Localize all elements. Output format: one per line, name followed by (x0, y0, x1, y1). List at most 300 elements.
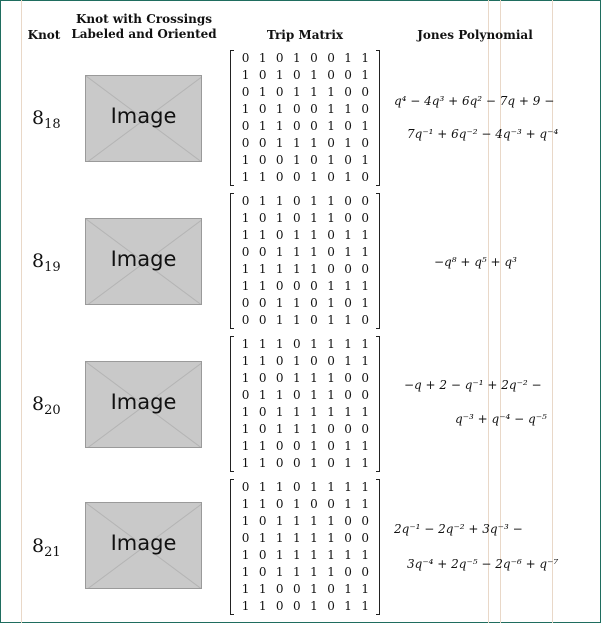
matrix-cell: 1 (241, 228, 250, 242)
matrix-row (230, 278, 380, 295)
matrix-row (230, 169, 380, 186)
matrix-cell: 1 (241, 514, 250, 528)
matrix-row (230, 387, 380, 404)
matrix-cell: 1 (361, 439, 370, 453)
matrix-cell: 1 (275, 337, 284, 351)
matrix-cell: 1 (293, 245, 301, 259)
matrix-cell: 1 (293, 531, 301, 545)
right-bracket (376, 193, 380, 329)
matrix-cell: 0 (258, 422, 267, 436)
matrix-cell: 1 (293, 153, 301, 167)
matrix-cell: 0 (275, 279, 284, 293)
matrix-cell: 0 (275, 170, 284, 184)
matrix-cell: 1 (293, 497, 301, 511)
matrix-cell: 0 (327, 439, 335, 453)
matrix-row (230, 101, 380, 118)
matrix-row (230, 135, 380, 152)
matrix-cell: 0 (293, 337, 301, 351)
matrix-cell: 1 (361, 582, 370, 596)
matrix-cell: 1 (327, 313, 335, 327)
matrix-cell: 0 (344, 371, 352, 385)
matrix-cell: 1 (310, 456, 318, 470)
matrix-cell: 1 (293, 405, 301, 419)
matrix-cell: 1 (310, 548, 318, 562)
matrix-cell: 0 (293, 456, 301, 470)
matrix-cell: 1 (344, 102, 352, 116)
matrix-cell: 1 (344, 279, 352, 293)
knot-name: $8_{18}$ (32, 107, 61, 132)
matrix-cell: 0 (258, 514, 267, 528)
matrix-cell: 1 (310, 170, 318, 184)
matrix-cell: 1 (293, 565, 301, 579)
matrix-cell: 0 (310, 51, 318, 65)
matrix-cell: 1 (241, 565, 250, 579)
knot-name: $8_{20}$ (32, 393, 61, 418)
matrix-cell: 1 (293, 85, 301, 99)
knot-name: $8_{19}$ (32, 250, 61, 275)
matrix-cell: 0 (275, 599, 284, 613)
matrix-cell: 1 (275, 68, 284, 82)
matrix-cell: 0 (327, 456, 335, 470)
matrix-cell: 0 (327, 170, 335, 184)
matrix-cell: 0 (293, 279, 301, 293)
matrix-cell: 0 (275, 497, 284, 511)
matrix-cell: 0 (361, 136, 370, 150)
matrix-cell: 1 (275, 405, 284, 419)
matrix-cell: 1 (327, 405, 335, 419)
matrix-cell: 0 (361, 388, 370, 402)
matrix-cell: 1 (241, 582, 250, 596)
matrix-cell: 1 (344, 228, 352, 242)
matrix-cell: 1 (258, 388, 267, 402)
matrix-cell: 1 (241, 279, 250, 293)
matrix-row (230, 210, 380, 227)
matrix-cell: 1 (275, 211, 284, 225)
matrix-cell: 0 (344, 119, 352, 133)
matrix-cell: 1 (275, 296, 284, 310)
matrix-cell: 0 (241, 388, 250, 402)
placeholder-label: Image (110, 104, 177, 128)
matrix-cell: 0 (241, 51, 250, 65)
matrix-cell: 1 (310, 228, 318, 242)
matrix-cell: 0 (241, 245, 250, 259)
matrix-cell: 0 (293, 102, 301, 116)
matrix-cell: 1 (258, 85, 267, 99)
matrix-cell: 0 (361, 565, 370, 579)
left-bracket (230, 479, 234, 615)
matrix-cell: 1 (310, 194, 318, 208)
matrix-row (230, 244, 380, 261)
matrix-cell: 0 (344, 422, 352, 436)
matrix-cell: 1 (258, 599, 267, 613)
matrix-cell: 0 (293, 582, 301, 596)
matrix-cell: 1 (361, 119, 370, 133)
matrix-row (230, 547, 380, 564)
matrix-cell: 1 (258, 170, 267, 184)
matrix-cell: 1 (310, 388, 318, 402)
matrix-cell: 1 (327, 531, 335, 545)
matrix-cell: 1 (327, 514, 335, 528)
matrix-cell: 0 (344, 194, 352, 208)
matrix-row (230, 581, 380, 598)
matrix-cell: 1 (293, 262, 301, 276)
matrix-cell: 1 (241, 371, 250, 385)
matrix-cell: 0 (327, 422, 335, 436)
matrix-cell: 0 (241, 480, 250, 494)
matrix-cell: 0 (310, 313, 318, 327)
matrix-cell: 1 (258, 354, 267, 368)
matrix-cell: 1 (241, 170, 250, 184)
matrix-row (230, 261, 380, 278)
matrix-cell: 0 (327, 68, 335, 82)
matrix-cell: 0 (361, 262, 370, 276)
matrix-cell: 0 (241, 119, 250, 133)
matrix-cell: 0 (258, 68, 267, 82)
matrix-cell: 0 (275, 582, 284, 596)
matrix-cell: 1 (361, 548, 370, 562)
matrix-cell: 1 (327, 119, 335, 133)
matrix-cell: 0 (310, 497, 318, 511)
matrix-cell: 1 (344, 170, 352, 184)
matrix-cell: 0 (344, 262, 352, 276)
matrix-row (230, 438, 380, 455)
matrix-cell: 1 (275, 262, 284, 276)
matrix-cell: 0 (344, 296, 352, 310)
matrix-cell: 1 (241, 153, 250, 167)
matrix-cell: 1 (241, 456, 250, 470)
matrix-cell: 1 (344, 245, 352, 259)
matrix-cell: 0 (361, 531, 370, 545)
matrix-cell: 1 (310, 405, 318, 419)
matrix-row (230, 598, 380, 615)
matrix-cell: 0 (344, 514, 352, 528)
matrix-cell: 1 (275, 313, 284, 327)
right-bracket (376, 479, 380, 615)
matrix-row (230, 353, 380, 370)
matrix-cell: 0 (258, 405, 267, 419)
matrix-cell: 0 (344, 531, 352, 545)
matrix-cell: 0 (327, 51, 335, 65)
matrix-cell: 1 (310, 337, 318, 351)
matrix-row (230, 84, 380, 101)
matrix-cell: 1 (275, 119, 284, 133)
matrix-cell: 0 (361, 211, 370, 225)
matrix-cell: 1 (293, 136, 301, 150)
matrix-cell: 1 (327, 480, 335, 494)
matrix-cell: 1 (310, 68, 318, 82)
matrix-cell: 1 (361, 337, 370, 351)
matrix-cell: 1 (258, 582, 267, 596)
matrix-cell: 1 (327, 371, 335, 385)
placeholder-label: Image (110, 531, 177, 555)
matrix-cell: 1 (241, 422, 250, 436)
matrix-cell: 0 (293, 194, 301, 208)
header-crossings-line1: Knot with Crossings (75, 12, 213, 26)
matrix-cell: 0 (293, 119, 301, 133)
matrix-row (230, 312, 380, 329)
matrix-cell: 0 (258, 245, 267, 259)
matrix-cell: 1 (241, 354, 250, 368)
matrix-cell: 0 (241, 136, 250, 150)
matrix-cell: 0 (241, 313, 250, 327)
matrix-cell: 0 (275, 153, 284, 167)
matrix-cell: 0 (344, 153, 352, 167)
matrix-cell: 1 (361, 497, 370, 511)
matrix-cell: 1 (275, 245, 284, 259)
jones-polynomial-line1: 2q⁻¹ − 2q⁻² + 3q⁻³ − (394, 522, 523, 536)
matrix-cell: 1 (241, 497, 250, 511)
matrix-cell: 0 (275, 439, 284, 453)
matrix-cell: 1 (258, 228, 267, 242)
matrix-cell: 1 (361, 279, 370, 293)
matrix-cell: 1 (293, 296, 301, 310)
matrix-cell: 1 (258, 119, 267, 133)
matrix-cell: 1 (310, 262, 318, 276)
matrix-cell: 1 (361, 480, 370, 494)
matrix-row (230, 50, 380, 67)
matrix-row (230, 118, 380, 135)
matrix-cell: 1 (275, 388, 284, 402)
column-rule (21, 0, 22, 623)
matrix-cell: 1 (327, 85, 335, 99)
matrix-cell: 0 (327, 497, 335, 511)
matrix-cell: 1 (344, 548, 352, 562)
matrix-cell: 0 (310, 153, 318, 167)
matrix-row (230, 67, 380, 84)
matrix-cell: 1 (344, 136, 352, 150)
matrix-cell: 0 (344, 388, 352, 402)
matrix-cell: 0 (258, 313, 267, 327)
header-crossings-line2: Labeled and Oriented (71, 27, 217, 41)
matrix-cell: 0 (275, 51, 284, 65)
matrix-cell: 0 (361, 170, 370, 184)
left-bracket (230, 336, 234, 472)
knot-diagram-placeholder (85, 75, 202, 162)
matrix-cell: 1 (361, 456, 370, 470)
matrix-cell: 1 (310, 85, 318, 99)
matrix-cell: 1 (258, 480, 267, 494)
header-knot: Knot (27, 28, 61, 42)
matrix-cell: 1 (275, 136, 284, 150)
matrix-cell: 1 (310, 371, 318, 385)
matrix-cell: 1 (241, 68, 250, 82)
matrix-cell: 1 (310, 582, 318, 596)
matrix-row (230, 496, 380, 513)
matrix-cell: 0 (310, 279, 318, 293)
matrix-cell: 0 (361, 514, 370, 528)
matrix-cell: 1 (327, 194, 335, 208)
matrix-cell: 0 (275, 85, 284, 99)
matrix-cell: 1 (241, 405, 250, 419)
matrix-cell: 1 (327, 153, 335, 167)
matrix-cell: 0 (310, 119, 318, 133)
matrix-cell: 0 (327, 354, 335, 368)
matrix-cell: 1 (327, 211, 335, 225)
header-jones-polynomial: Jones Polynomial (417, 28, 533, 42)
matrix-cell: 0 (241, 194, 250, 208)
matrix-cell: 0 (361, 102, 370, 116)
matrix-cell: 1 (361, 405, 370, 419)
matrix-cell: 1 (258, 439, 267, 453)
matrix-cell: 1 (275, 194, 284, 208)
matrix-cell: 1 (344, 480, 352, 494)
matrix-cell: 0 (241, 531, 250, 545)
matrix-cell: 1 (344, 354, 352, 368)
jones-polynomial-line2: q⁻³ + q⁻⁴ − q⁻⁵ (455, 412, 547, 426)
matrix-cell: 1 (361, 245, 370, 259)
matrix-cell: 1 (258, 456, 267, 470)
knot-diagram-placeholder (85, 218, 202, 305)
matrix-row (230, 295, 380, 312)
matrix-cell: 1 (241, 548, 250, 562)
matrix-cell: 1 (241, 262, 250, 276)
matrix-cell: 0 (258, 102, 267, 116)
matrix-row (230, 193, 380, 210)
matrix-cell: 0 (275, 228, 284, 242)
matrix-cell: 0 (361, 371, 370, 385)
matrix-cell: 1 (327, 565, 335, 579)
matrix-cell: 1 (327, 102, 335, 116)
matrix-row (230, 479, 380, 496)
matrix-cell: 0 (327, 599, 335, 613)
matrix-cell: 0 (258, 548, 267, 562)
matrix-cell: 1 (293, 228, 301, 242)
matrix-cell: 0 (293, 480, 301, 494)
matrix-cell: 1 (241, 439, 250, 453)
matrix-cell: 0 (258, 153, 267, 167)
matrix-cell: 0 (241, 296, 250, 310)
matrix-cell: 1 (241, 599, 250, 613)
matrix-row (230, 564, 380, 581)
matrix-cell: 1 (344, 337, 352, 351)
matrix-cell: 1 (361, 354, 370, 368)
matrix-cell: 0 (293, 170, 301, 184)
matrix-cell: 1 (310, 211, 318, 225)
matrix-cell: 0 (327, 262, 335, 276)
matrix-cell: 0 (293, 439, 301, 453)
matrix-cell: 1 (293, 422, 301, 436)
matrix-cell: 1 (344, 599, 352, 613)
matrix-cell: 1 (293, 354, 301, 368)
matrix-row (230, 404, 380, 421)
matrix-cell: 1 (275, 514, 284, 528)
matrix-cell: 1 (327, 548, 335, 562)
jones-polynomial-line2: 7q⁻¹ + 6q⁻² − 4q⁻³ + q⁻⁴ (407, 127, 559, 141)
matrix-row (230, 227, 380, 244)
matrix-cell: 1 (258, 497, 267, 511)
matrix-cell: 1 (310, 514, 318, 528)
placeholder-label: Image (110, 390, 177, 414)
matrix-cell: 1 (310, 245, 318, 259)
matrix-cell: 0 (344, 211, 352, 225)
matrix-cell: 1 (344, 405, 352, 419)
right-bracket (376, 336, 380, 472)
jones-polynomial-line1: −q + 2 − q⁻¹ + 2q⁻² − (404, 378, 542, 392)
matrix-cell: 0 (258, 211, 267, 225)
matrix-cell: 1 (310, 599, 318, 613)
jones-polynomial-line2: 3q⁻⁴ + 2q⁻⁵ − 2q⁻⁶ + q⁻⁷ (407, 557, 559, 571)
matrix-cell: 0 (361, 313, 370, 327)
matrix-row (230, 370, 380, 387)
matrix-cell: 0 (327, 136, 335, 150)
matrix-cell: 0 (327, 245, 335, 259)
matrix-cell: 1 (310, 439, 318, 453)
matrix-cell: 1 (327, 296, 335, 310)
matrix-cell: 1 (258, 262, 267, 276)
matrix-cell: 0 (241, 85, 250, 99)
matrix-cell: 1 (344, 439, 352, 453)
matrix-cell: 1 (344, 456, 352, 470)
jones-polynomial-line1: q⁴ − 4q³ + 6q² − 7q + 9 − (394, 94, 555, 108)
matrix-cell: 1 (258, 194, 267, 208)
matrix-cell: 1 (327, 337, 335, 351)
placeholder-label: Image (110, 247, 177, 271)
matrix-cell: 0 (293, 599, 301, 613)
matrix-row (230, 336, 380, 353)
matrix-cell: 1 (361, 68, 370, 82)
matrix-cell: 0 (310, 102, 318, 116)
matrix-cell: 0 (327, 228, 335, 242)
matrix-cell: 0 (327, 582, 335, 596)
matrix-row (230, 152, 380, 169)
matrix-cell: 1 (344, 497, 352, 511)
matrix-cell: 1 (275, 548, 284, 562)
matrix-cell: 0 (275, 456, 284, 470)
matrix-cell: 0 (275, 354, 284, 368)
matrix-cell: 0 (275, 371, 284, 385)
trip-matrix (230, 336, 380, 472)
matrix-cell: 0 (310, 354, 318, 368)
matrix-cell: 0 (293, 68, 301, 82)
matrix-cell: 1 (275, 531, 284, 545)
matrix-cell: 0 (258, 296, 267, 310)
matrix-cell: 1 (275, 422, 284, 436)
trip-matrix (230, 479, 380, 615)
matrix-cell: 0 (310, 296, 318, 310)
matrix-cell: 1 (258, 51, 267, 65)
matrix-cell: 1 (275, 480, 284, 494)
knot-name: $8_{21}$ (32, 535, 61, 560)
matrix-cell: 0 (258, 565, 267, 579)
knot-diagram-placeholder (85, 361, 202, 448)
matrix-cell: 0 (258, 371, 267, 385)
header-crossings (64, 12, 224, 42)
matrix-cell: 1 (241, 337, 250, 351)
matrix-cell: 1 (293, 548, 301, 562)
left-bracket (230, 193, 234, 329)
matrix-row (230, 513, 380, 530)
matrix-cell: 1 (361, 51, 370, 65)
matrix-cell: 1 (310, 480, 318, 494)
header-trip-matrix: Trip Matrix (266, 28, 344, 42)
matrix-cell: 1 (293, 313, 301, 327)
matrix-cell: 1 (344, 313, 352, 327)
trip-matrix (230, 50, 380, 186)
matrix-row (230, 421, 380, 438)
matrix-row (230, 455, 380, 472)
matrix-cell: 1 (258, 531, 267, 545)
matrix-cell: 1 (310, 531, 318, 545)
matrix-cell: 1 (293, 371, 301, 385)
matrix-row (230, 530, 380, 547)
matrix-cell: 1 (344, 51, 352, 65)
matrix-cell: 0 (293, 388, 301, 402)
matrix-cell: 1 (361, 599, 370, 613)
matrix-cell: 1 (327, 279, 335, 293)
matrix-cell: 1 (310, 422, 318, 436)
matrix-cell: 0 (361, 194, 370, 208)
matrix-cell: 1 (327, 388, 335, 402)
